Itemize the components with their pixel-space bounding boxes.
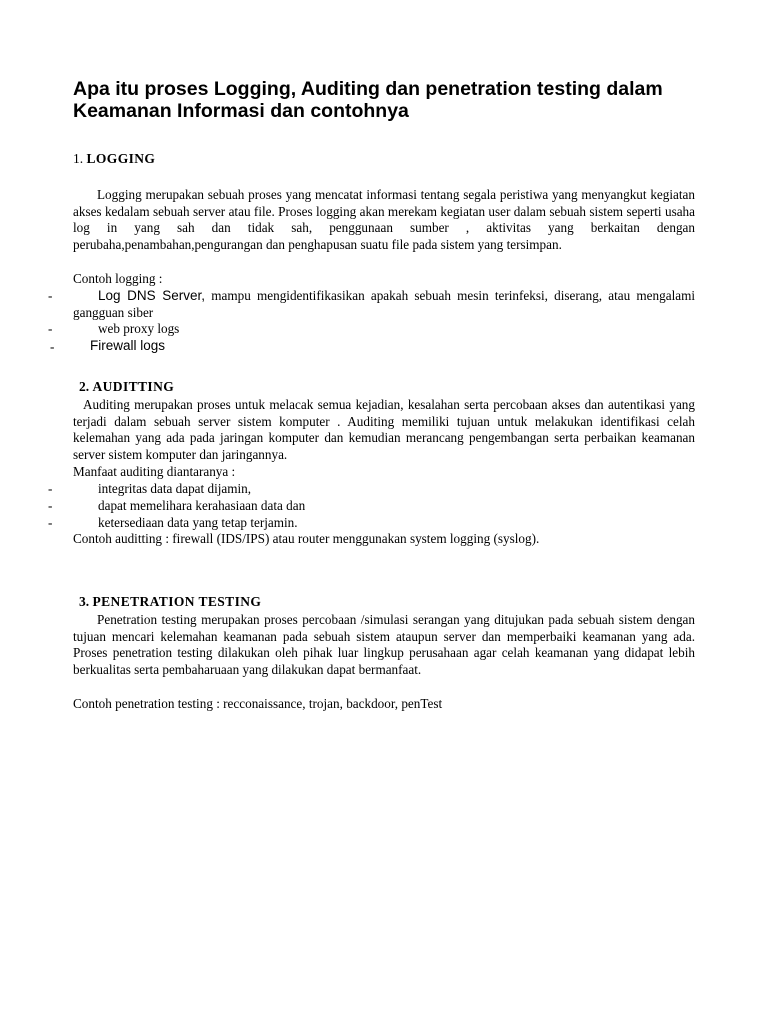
paragraph-text: Auditing merupakan proses untuk melacak semua kejadian, kesalahan serta percobaan akses dan autentikasi yang terjadi dalam sebuah server sistem komputer . Auditing memiliki tujuan untuk melakukan identifikasi celah kelemahan yang ada pada jaringan komputer dan kemudian merancang pengembangan serta perbaikan keamanan server sistem komputer dan jaringannya.: [73, 397, 695, 462]
list-item: [73, 288, 695, 321]
document-title: Apa itu proses Logging, Auditing dan penetration testing dalam Keamanan Informasi dan contohnya: [73, 78, 663, 122]
list-item: dapat memelihara kerahasiaan data dan: [98, 498, 306, 513]
section-number: 1.: [73, 151, 84, 166]
list-item: Firewall logs: [90, 338, 166, 353]
section-number: 2.: [79, 379, 90, 394]
paragraph-text: Penetration testing merupakan proses percobaan /simulasi serangan yang ditujukan pada sebuah sistem dengan tujuan mencari kelemahan keamanan pada sebuah sistem ataupun server dan memperbaiki keamanan yang ada. Proses penetration testing dilakukan oleh pihak luar lingkup perusahaan agar celah keamanan yang didapat lebih berkualitas serta pembaharuaan yang dilakukan dapat bermanfaat.: [73, 612, 695, 677]
section-heading-logging: [73, 151, 155, 167]
penetration-testing-example: Contoh penetration testing : recconaissance, trojan, backdoor, penTest: [73, 696, 443, 711]
section-heading-auditting: [79, 379, 174, 395]
section-title: AUDITTING: [92, 379, 175, 394]
logging-examples-label: Contoh logging :: [73, 271, 163, 286]
bullet-dash: -: [48, 515, 53, 530]
list-item-lead: Log DNS Server,: [98, 288, 206, 303]
section-number: 3.: [79, 594, 90, 609]
list-item: integritas data dapat dijamin,: [98, 481, 252, 496]
auditting-paragraph: [73, 397, 695, 463]
bullet-dash: -: [48, 321, 53, 336]
section-title: LOGGING: [86, 151, 156, 166]
section-heading-penetration-testing: [79, 594, 261, 610]
list-item-text: mampu mengidentifikasikan apakah sebuah mesin terinfeksi, diserang, atau mengalami gangguan siber: [73, 288, 696, 320]
list-item: ketersediaan data yang tetap terjamin.: [98, 515, 298, 530]
bullet-dash: -: [50, 339, 55, 354]
bullet-dash: -: [48, 498, 53, 513]
bullet-dash: -: [48, 481, 53, 496]
bullet-dash: -: [48, 288, 53, 303]
penetration-testing-paragraph: [73, 612, 695, 678]
auditting-benefits-label: Manfaat auditing diantaranya :: [73, 464, 236, 479]
list-item: web proxy logs: [98, 321, 180, 336]
auditting-example: Contoh auditting : firewall (IDS/IPS) atau router menggunakan system logging (syslog).: [73, 531, 540, 546]
paragraph-text: Logging merupakan sebuah proses yang mencatat informasi tentang segala peristiwa yang menyangkut kegiatan akses kedalam sebuah server atau file. Proses logging akan merekam kegiatan user dalam sebuah sistem seperti usaha log in yang sah dan tidak sah, penggunaan sumber , aktivitas yang berkaitan dengan perubaha,penambahan,pengurangan dan penghapusan suatu file pada sistem yang tersimpan.: [73, 187, 695, 252]
section-title: PENETRATION TESTING: [92, 594, 262, 609]
logging-paragraph: [73, 187, 695, 253]
